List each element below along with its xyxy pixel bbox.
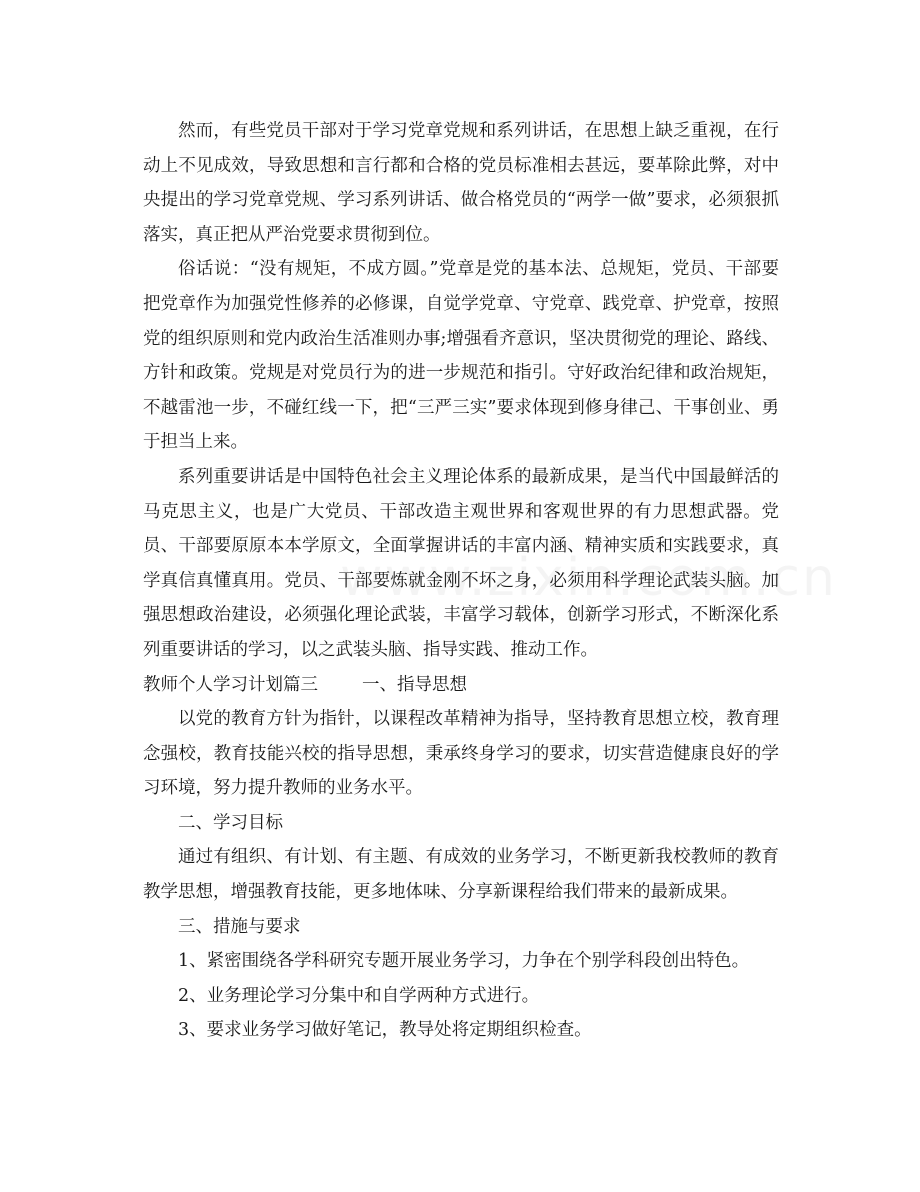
heading-guiding-ideology: 一、指导思想 [362,674,467,695]
document-body [143,114,779,1048]
paragraph-important-speeches: 系列重要讲话是中国特色社会主义理论体系的最新成果，是当代中国最鲜活的马克思主义，也是广大党员、干部改造主观世界和客观世界的有力思想武器。党员、干部要原原本本学原文，全面掌握讲话的丰富内涵、精神实质和实践要求，真学真信真懂真用。党员、干部要炼就金刚不坏之身，必须用科学理论武装头脑。加强思想政治建设，必须强化理论武装，丰富学习载体，创新学习形式，不断深化系列重要讲话的学习，以之武装头脑、指导实践、推动工作。 [143,466,779,660]
heading-measures: 三、措施与要求 [178,916,301,937]
measure-item: 1、紧密围绕各学科研究专题开展业务学习，力争在个别学科段创出特色。 [178,951,750,972]
paragraph-guiding-ideology: 以党的教育方针为指针，以课程改革精神为指导，坚持教育思想立校，教育理念强校，教育技能兴校的指导思想，秉承终身学习的要求，切实营造健康良好的学习环境，努力提升教师的业务水平。 [143,709,779,799]
section-title: 教师个人学习计划篇三 [143,674,318,695]
paragraph-study-goals: 通过有组织、有计划、有主题、有成效的业务学习，不断更新我校教师的教育教学思想，增强教育技能，更多地体味、分享新课程给我们带来的最新成果。 [143,847,779,903]
paragraph-study-attitude: 然而，有些党员干部对于学习党章党规和系列讲话，在思想上缺乏重视，在行动上不见成效，导致思想和言行都和合格的党员标准相去甚远，要革除此弊，对中央提出的学习党章党规、学习系列讲话、做合格党员的“两学一做”要求，必须狠抓落实，真正把从严治党要求贯彻到位。 [143,121,779,245]
paragraph-party-rules: 俗话说：“没有规矩，不成方圆。”党章是党的基本法、总规矩，党员、干部要把党章作为加强党性修养的必修课，自觉学党章、守党章、践党章、护党章，按照党的组织原则和党内政治生活准则办事;增强看齐意识，坚决贯彻党的理论、路线、方针和政策。党规是对党员行为的进一步规范和指引。守好政治纪律和政治规矩，不越雷池一步，不碰红线一下，把“三严三实”要求体现到修身律己、干事创业、勇于担当上来。 [143,259,779,453]
measure-item: 3、要求业务学习做好笔记，教导处将定期组织检查。 [178,1020,592,1041]
measure-item: 2、业务理论学习分集中和自学两种方式进行。 [178,985,540,1006]
heading-study-goals: 二、学习目标 [178,812,283,833]
section-title-line [143,668,779,703]
